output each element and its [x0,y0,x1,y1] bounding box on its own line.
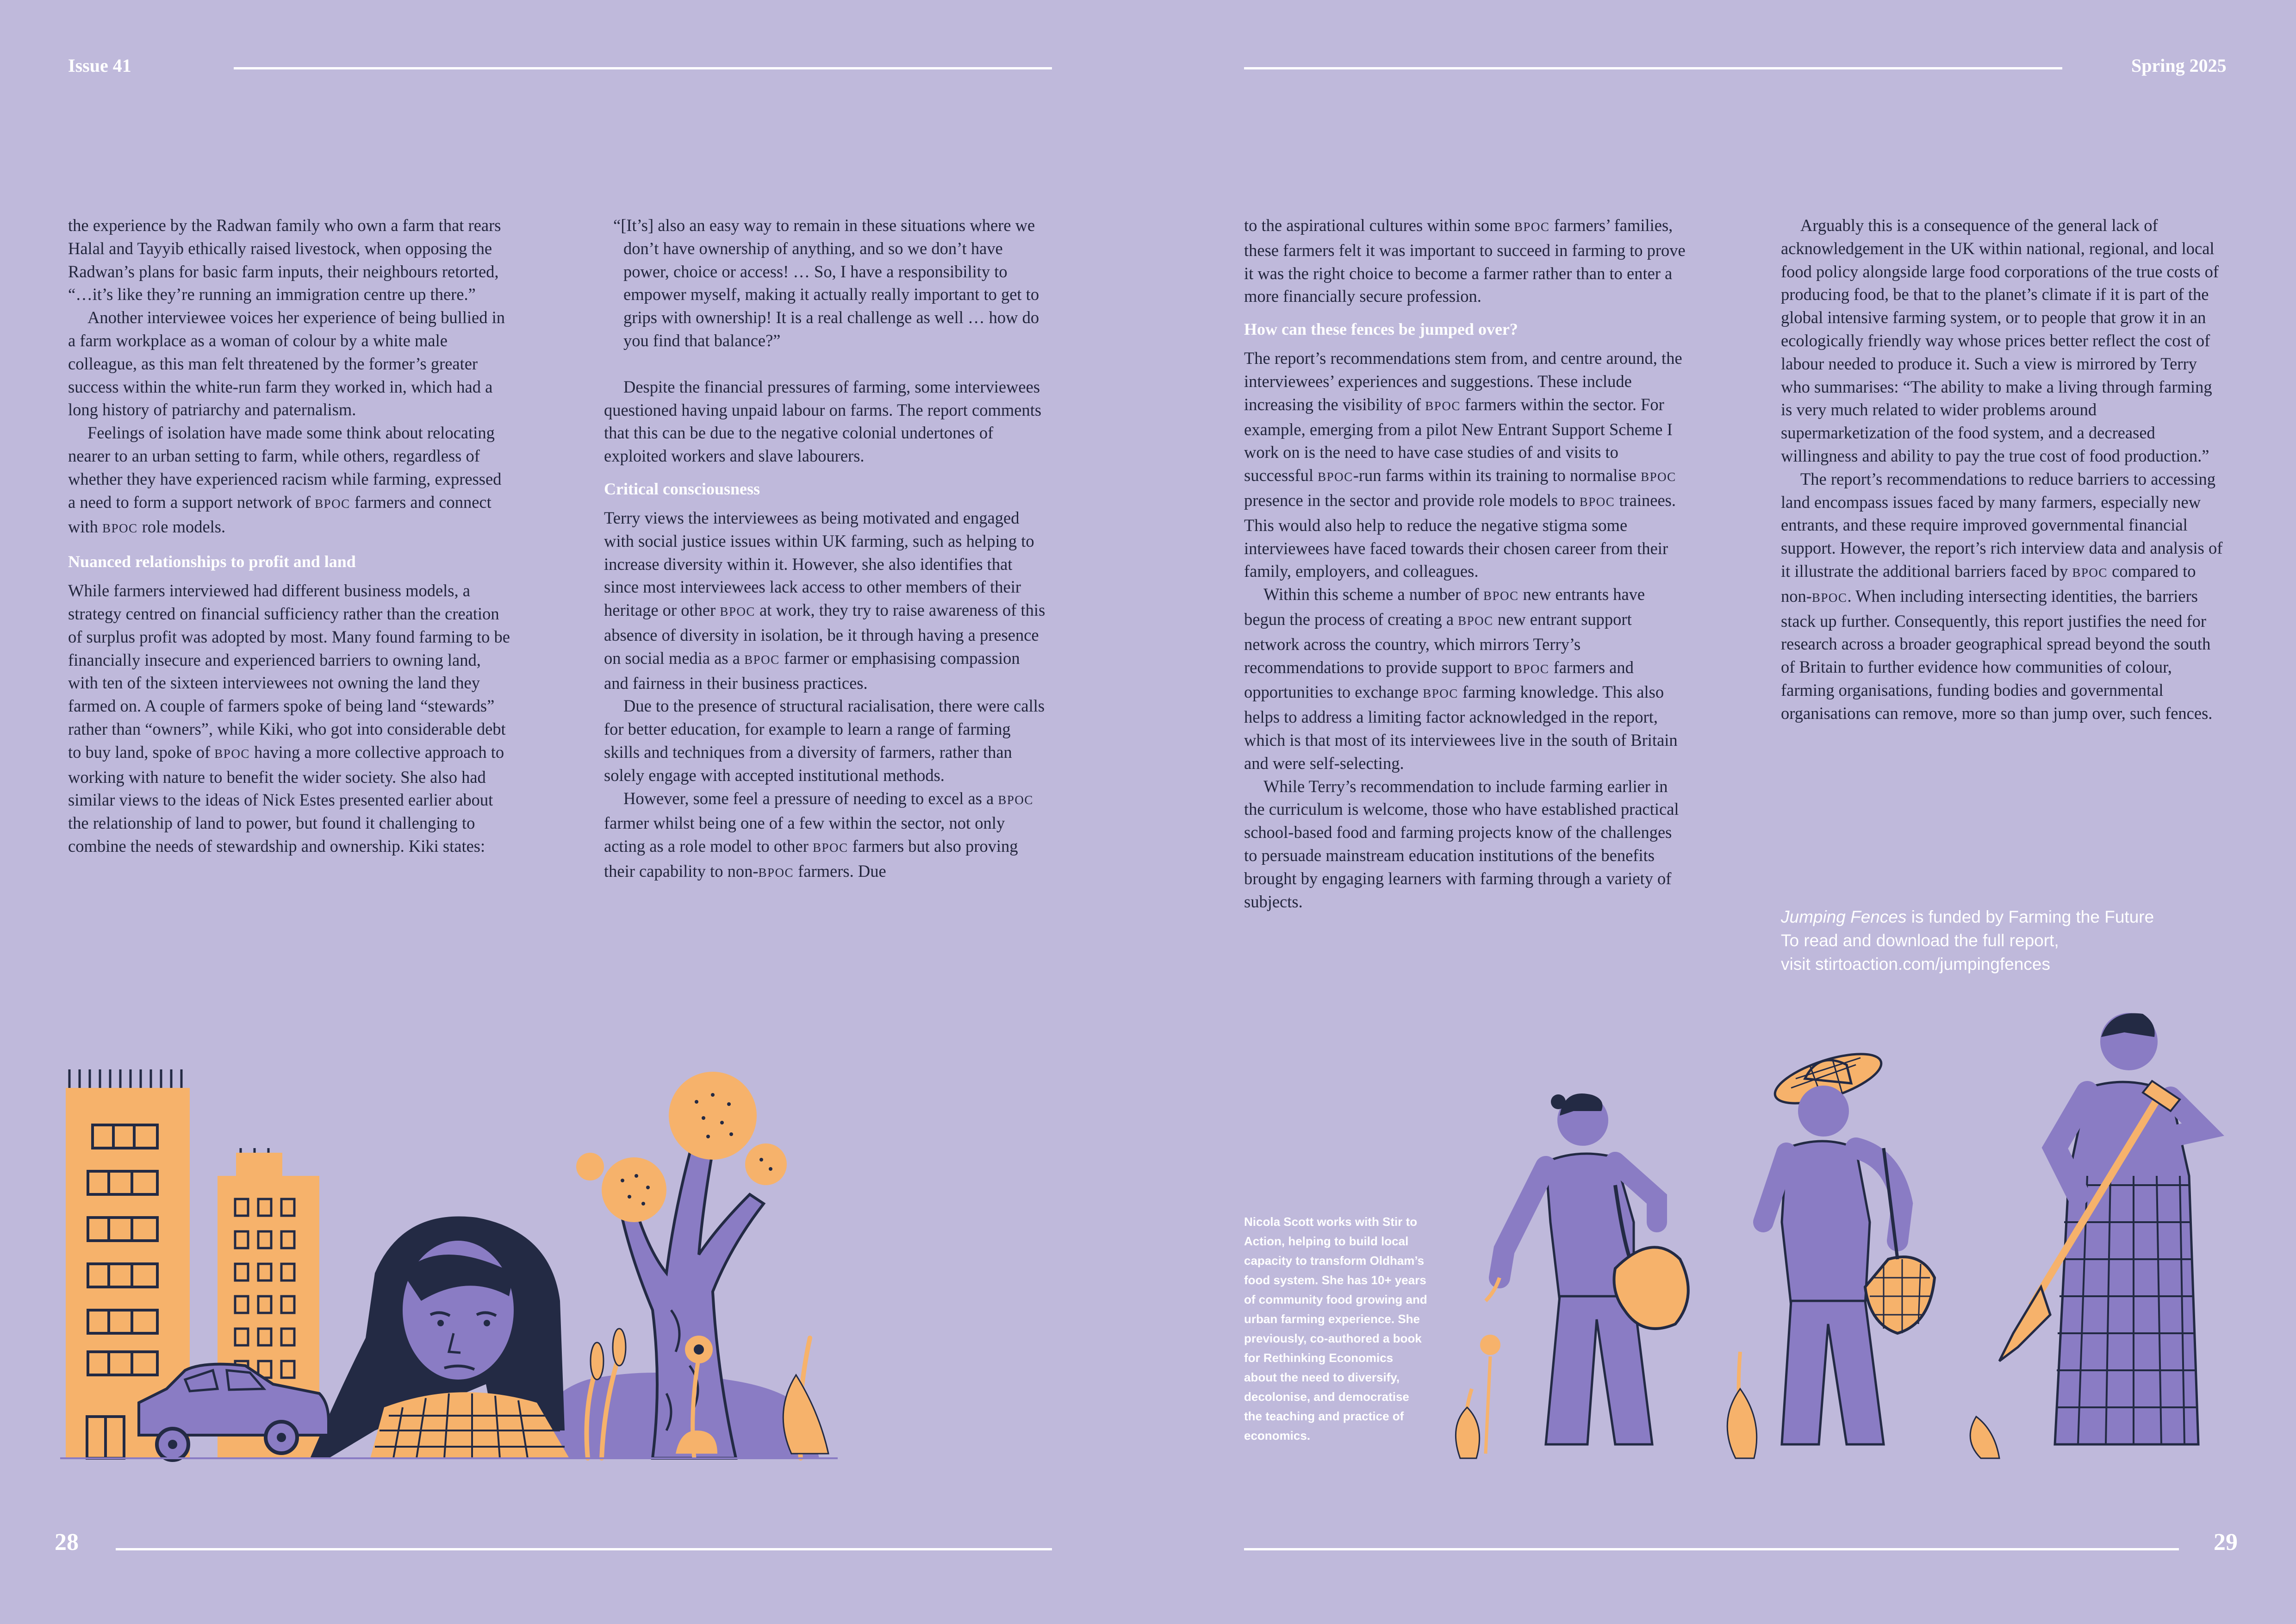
issue-season: Spring 2025 [2131,55,2227,76]
author-bio: Nicola Scott works with Stir to Action, helping to build local capacity to transform Oldham’s food system. She has 10+ years of community food growing and urban farming experience. She previously, co-authored a book for Rethinking Economics about the need to diversify, decolonise, and democratise the teaching and practice of economics. [1244,1215,1427,1443]
acronym: BPOC [998,793,1033,807]
acronym: BPOC [1811,590,1848,605]
section-heading: Critical consciousness [604,479,760,498]
paragraph: However, some feel a pressure of needing to excel as a BPOC farmer whilst being one of a few within the sector, not only acting as a role model to other BPOC farmers but also proving their capability to non-BPOC farmers. Due [604,788,1033,881]
acronym: BPOC [214,746,250,761]
acronym: BPOC [720,605,755,619]
acronym: BPOC [1579,494,1615,509]
paragraph: Within this scheme a number of BPOC new entrants have begun the process of creating a BPOC new entrant support network across the country, which mirrors Terry’s recommendations to provide support to BPOC farmers and opportunities to exchange BPOC farming knowledge. This also helps to address a limiting factor acknowledged in the report, which is that most of its interviewees live in the south of Britain and were self-selecting. [1244,585,1678,773]
section-heading: How can these fences be jumped over? [1244,320,1518,339]
text-column-4 [1781,214,2226,725]
acronym: BPOC [1458,613,1493,628]
farmer-with-bag-icon [1486,1093,1688,1444]
acronym: BPOC [758,865,794,880]
acronym: BPOC [315,496,350,511]
footer-rule-left [116,1548,1052,1550]
acronym: BPOC [1423,687,1458,701]
text-column-1 [68,214,512,858]
paragraph: Arguably this is a consequence of the general lack of acknowledgement in the UK within national, regional, and local food policy alongside large food corporations of the true costs of producing food, be that to the planet’s climate if it is part of the global intensive farming system, or to people that grow it in an ecologically friendly way whose prices better reflect the cost of labour needed to produce it. Such a view is mirrored by Terry who summarises: “The ability to make a living through farming is very much related to wider problems around supermarketization of the food system, and a decreased willingness and ability to pay the true cost of food production.” [1781,216,2219,465]
acronym: BPOC [1641,470,1676,484]
report-title: Jumping Fences [1781,907,1907,926]
header-rule-left [234,67,1052,69]
page-number-left: 28 [55,1529,79,1555]
acronym: BPOC [2072,565,2108,580]
credit-link[interactable]: visit stirtoaction.com/jumpingfences [1781,955,2050,974]
paragraph: the experience by the Radwan family who own a farm that rears Halal and Tayyib ethically raised livestock, when opposing the Radwan’s plans for basic farm inputs, their neighbours retorted, “…it’s like they’re running an immigration centre up there.” [68,216,501,304]
farmers-illustration [1439,1000,2254,1472]
farmer-with-hat-icon [1763,1044,1935,1444]
footer-rule-right [1244,1548,2179,1550]
block-quote: “[It’s] also an easy way to remain in these situations where we don’t have ownership of anything, and so we don’t have power, choice or access! … So, I have a responsibility to empower myself, making it actually really important to get to grips with ownership! It is a real challenge as well … how do you find that balance?” [613,216,1039,350]
paragraph: Despite the financial pressures of farming, some interviewees questioned having unpaid labour on farms. The report comments that this can be due to the negative colonial undertones of exploited workers and slave labourers. [604,377,1042,466]
acronym: BPOC [744,652,780,667]
paragraph: The report’s recommendations to reduce barriers to accessing land encompass issues faced by many farmers, especially new entrants, and these require improved governmental financial support. However, the report’s rich interview data and analysis of it illustrate the additional barriers faced by BPOC compared to non-BPOC. When including intersecting identities, the barriers stack up further. Consequently, this report justifies the need for research across a broader geographical spread beyond the south of Britain to further evidence how communities of colour, farming organisations, funding bodies and governmental organisations can remove, more so than jump over, such fences. [1781,469,2223,723]
page-number-right: 29 [2214,1529,2238,1555]
credit-text: To read and download the full report, [1781,931,2059,950]
acronym: BPOC [1514,220,1550,234]
urban-farm-illustration [51,1014,875,1500]
header-rule-right [1244,67,2062,69]
section-heading: Nuanced relationships to profit and land [68,552,356,571]
paragraph: While farmers interviewed had different business models, a strategy centred on financial sufficiency rather than the creation of surplus profit was adopted by most. Many found farming to be financially insecure and experienced barriers to owning land, with ten of the sixteen interviewees not owning the land they farmed on. A couple of farmers spoke of being land “stewards” rather than “owners”, while Kiki, who got into considerable debt to buy land, spoke of BPOC having a more collective approach to working with nature to benefit the wider society. She also had similar views to the ideas of Nick Estes presented earlier about the relationship of land to power, but found it challenging to combine the needs of stewardship and ownership. Kiki states: [68,581,510,856]
paragraph: While Terry’s recommendation to include farming earlier in the curriculum is welcome, those who have established practical school-based food and farming projects know of the challenges to persuade mainstream education institutions of the benefits brought by engaging learners with farming through a variety of subjects. [1244,776,1679,911]
text-column-2 [604,214,1048,885]
paragraph: Another interviewee voices her experience of being bullied in a farm workplace as a woman of colour by a white male colleague, as this man felt threatened by the former’s greater success within the white-run farm they worked in, which had a long history of patriarchy and paternalism. [68,308,505,419]
paragraph: Feelings of isolation have made some think about relocating nearer to an urban setting to farm, while others, regardless of whether they have experienced racism while farming, expressed a need to form a support network of BPOC farmers and connect with BPOC role models. [68,423,502,537]
acronym: BPOC [1513,662,1549,676]
plant-icon [1456,1335,1999,1458]
woman-figure-icon [310,1217,569,1459]
paragraph: The report’s recommendations stem from, and centre around, the interviewees’ experiences and suggestions. These include increasing the visibility of BPOC farmers within the sector. For example, emerging from a pilot New Entrant Support Scheme I work on is the need to have case studies of and visits to successful BPOC-run farms within its training to normalise BPOC presence in the sector and provide role models to BPOC trainees. This would also help to reduce the negative stigma some interviewees have faced towards their chosen career from their family, employers, and colleagues. [1244,349,1682,581]
issue-number: Issue 41 [68,55,131,76]
paragraph: Due to the presence of structural racialisation, there were calls for better education, for example to learn a range of farming skills and techniques from a diversity of farmers, rather than solely engage with accepted institutional methods. [604,696,1045,785]
acronym: BPOC [813,841,848,855]
credit-text: is funded by Farming the Future [1906,907,2154,926]
funding-credit [1781,905,2225,976]
paragraph: to the aspirational cultures within some BPOC farmers’ families, these farmers felt it was important to succeed in farming to prove it was the right choice to become a farmer rather than to enter a more financially secure profession. [1244,216,1686,306]
farmer-with-spade-icon [1999,1013,2203,1444]
acronym: BPOC [1318,470,1353,484]
text-column-3 [1244,214,1688,913]
acronym: BPOC [1425,399,1461,413]
paragraph: Terry views the interviewees as being motivated and engaged with social justice issues within UK farming, such as helping to increase diversity within it. However, she also identifies that since most interviewees lack access to other members of their heritage or other BPOC at work, they try to raise awareness of this absence of diversity in isolation, be it through having a presence on social media as a BPOC farmer or emphasising compassion and fairness in their business practices. [604,508,1045,693]
acronym: BPOC [1483,589,1519,603]
acronym: BPOC [102,521,138,536]
